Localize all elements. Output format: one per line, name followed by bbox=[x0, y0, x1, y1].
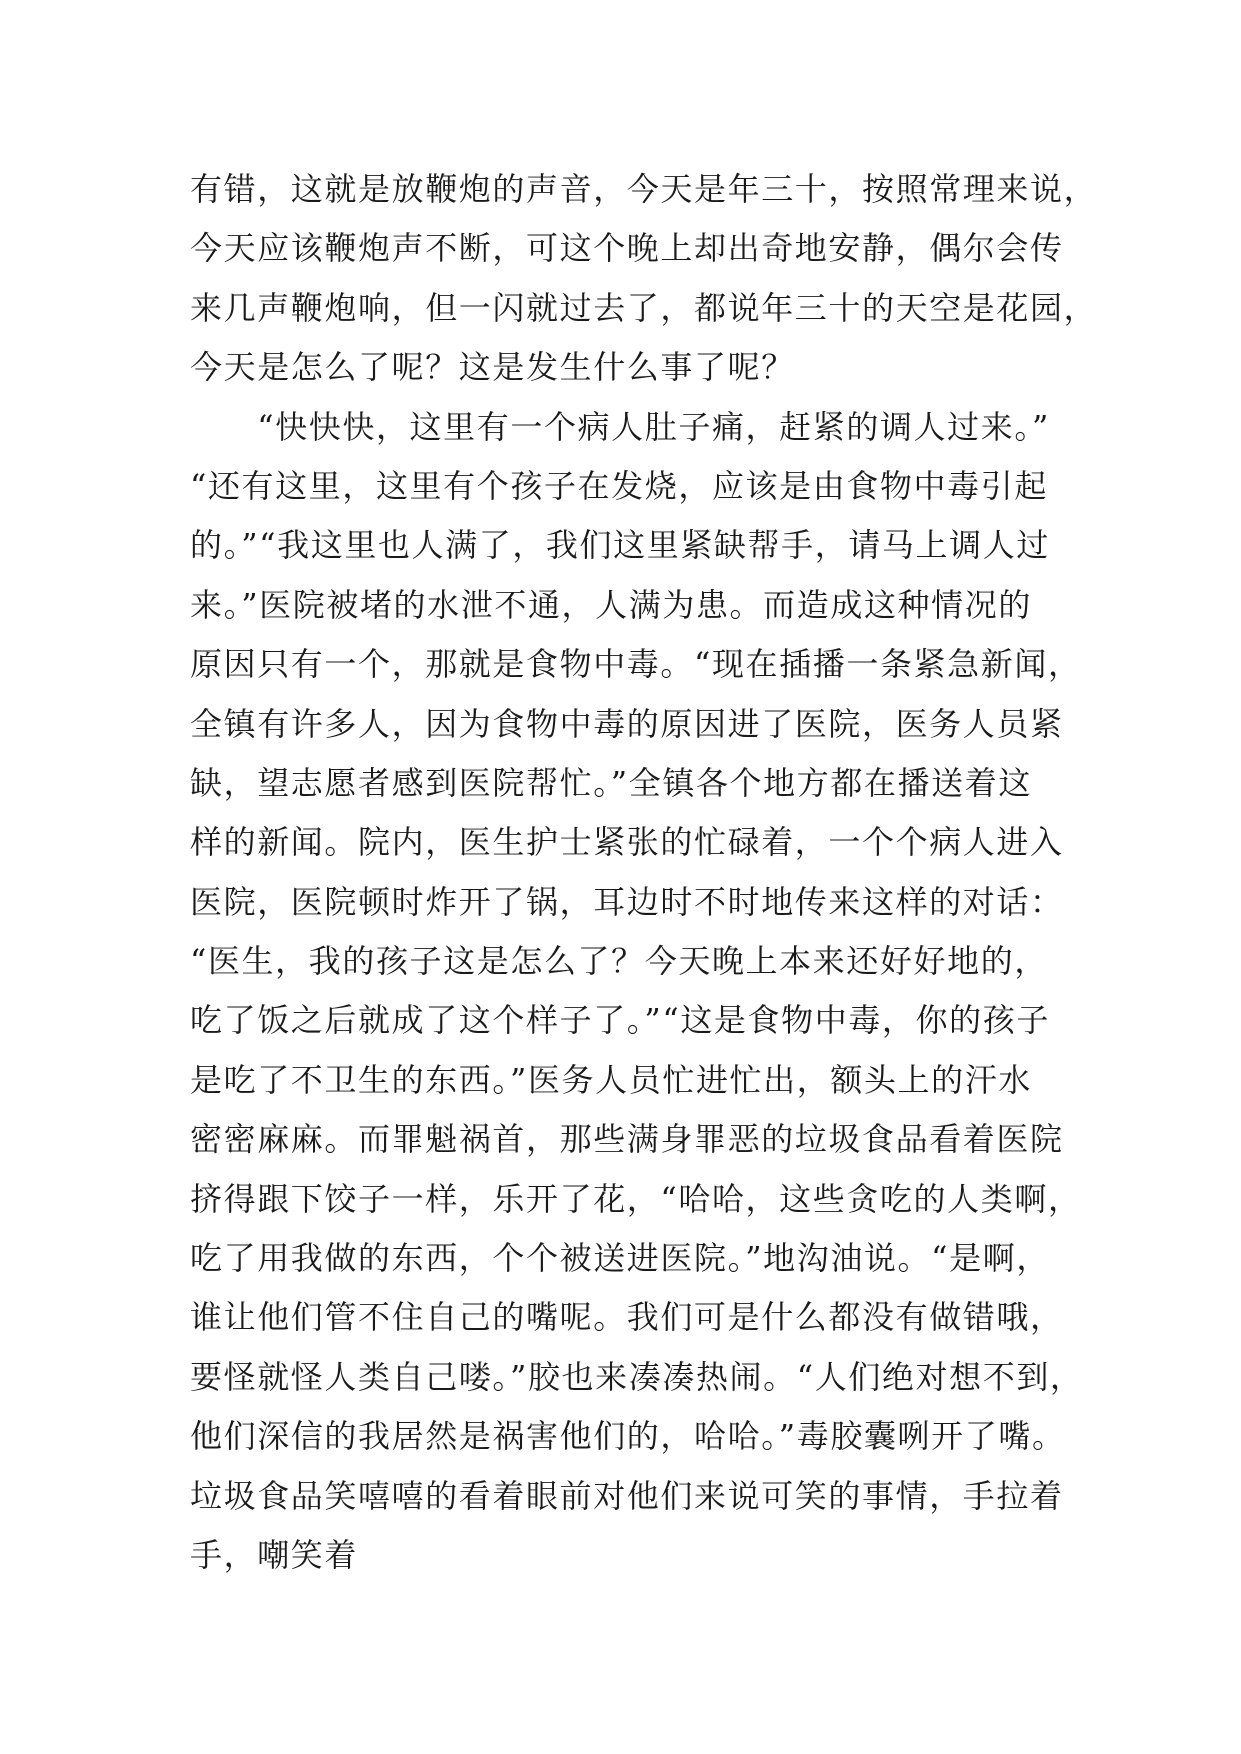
text-line: “医生，我的孩子这是怎么了？今天晚上本来还好好地的， bbox=[190, 942, 1048, 981]
text-line: 全镇有许多人，因为食物中毒的原因进了医院，医务人员紧 bbox=[190, 704, 1064, 743]
text-line: 缺，望志愿者感到医院帮忙。”全镇各个地方都在播送着这 bbox=[190, 763, 1032, 802]
text-line: 是吃了不卫生的东西。”医务人员忙进忙出，额头上的汗水 bbox=[190, 1060, 1032, 1099]
text-line: 的。”“我这里也人满了，我们这里紧缺帮手，请马上调人过 bbox=[190, 526, 1050, 565]
text-line: 来几声鞭炮响，但一闪就过去了，都说年三十的天空是花园， bbox=[190, 288, 1098, 327]
text-line: 挤得跟下饺子一样，乐开了花，“哈哈，这些贪吃的人类啊， bbox=[190, 1179, 1082, 1218]
text-line: 他们深信的我居然是祸害他们的，哈哈。”毒胶囊咧开了嘴。 bbox=[190, 1417, 1066, 1456]
body-text bbox=[190, 160, 1098, 1585]
text-line: 垃圾食品笑嘻嘻的看着眼前对他们来说可笑的事情，手拉着 bbox=[190, 1476, 1064, 1515]
text-line: 谁让他们管不住自己的嘴呢。我们可是什么都没有做错哦， bbox=[190, 1298, 1064, 1337]
text-line: 吃了用我做的东西，个个被送进医院。”地沟油说。“是啊， bbox=[190, 1239, 1050, 1278]
text-line: 要怪就怪人类自己喽。”胶也来凑凑热闹。“人们绝对想不到， bbox=[190, 1357, 1084, 1396]
text-line: 原因只有一个，那就是食物中毒。“现在插播一条紧急新闻， bbox=[190, 645, 1082, 684]
text-line: 手，嘲笑着 bbox=[190, 1535, 359, 1574]
text-line: 今天应该鞭炮声不断，可这个晚上却出奇地安静，偶尔会传 bbox=[190, 229, 1064, 268]
text-line: 来。”医院被堵的水泄不通，人满为患。而造成这种情况的 bbox=[190, 585, 1032, 624]
text-line: 密密麻麻。而罪魁祸首，那些满身罪恶的垃圾食品看着医院 bbox=[190, 1120, 1064, 1159]
text-line: 医院，医院顿时炸开了锅，耳边时不时地传来这样的对话： bbox=[190, 882, 1064, 921]
text-line: “快快快，这里有一个病人肚子痛，赶紧的调人过来。” bbox=[190, 407, 1050, 446]
text-line: 样的新闻。院内，医生护士紧张的忙碌着，一个个病人进入 bbox=[190, 823, 1064, 862]
text-line: 有错，这就是放鞭炮的声音，今天是年三十，按照常理来说， bbox=[190, 170, 1098, 208]
text-line: “还有这里，这里有个孩子在发烧，应该是由食物中毒引起 bbox=[190, 466, 1048, 505]
text-line: 今天是怎么了呢？这是发生什么事了呢？ bbox=[190, 348, 795, 387]
text-line: 吃了饭之后就成了这个样子了。”“这是食物中毒，你的孩子 bbox=[190, 1001, 1050, 1040]
